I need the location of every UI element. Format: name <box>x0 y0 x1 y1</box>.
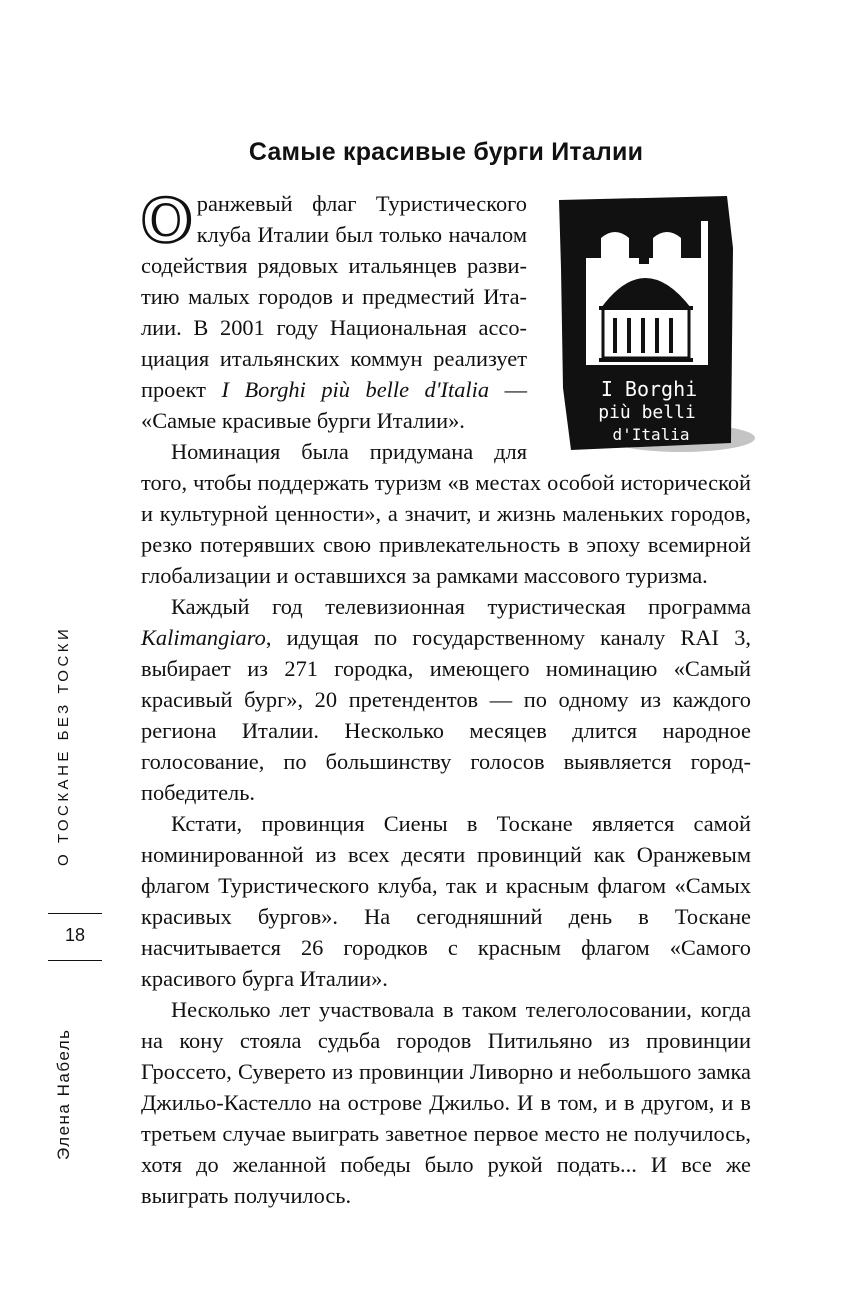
illustration-caption-2: più belli <box>598 402 696 423</box>
page-number-box <box>48 913 102 961</box>
drop-cap: О <box>141 184 191 256</box>
paragraph-5: Несколько лет участвовала в таком телеголосовании, когда на кону стояла судьба городов Питильяно из провинции Гроссето, Суверето из провинции Ливорно и небольшого замка Джильо-Кастелло на острове Джильо. И в том, и в другом, и в третьем случае выиграть заветное первое место не получилось, хотя до желанной победы было рукой подать... И все же выиграть получилось. <box>141 997 751 1208</box>
illustration <box>541 188 759 458</box>
margin-sidebar: О ТОСКАНЕ БЕЗ ТОСКИ 18 Элена Набель <box>44 520 104 1220</box>
paragraph-4: Кстати, провинция Сиены в Тоскане является самой номинированной из всех десяти провинций как Оранжевым флагом Туристического клуба, так и красным флагом «Самых красивых бургов». На сегодняшний день в Тоскане насчитывается 26 городков с красным флагом «Самого красивого бурга Италии». <box>141 811 751 991</box>
paragraph-3: Каждый год телевизионная туристическая программа Kalimangiaro, идущая по государственному каналу RAI 3, выбирает из 271 городка, имеющего номинацию «Самый красивый бург», 20 претендентов — по одному из каждого региона Италии. Несколько месяцев длится народное голосование, по большинству голосов выявляется город-победитель. <box>141 594 751 805</box>
page-number: 18 <box>64 925 86 945</box>
illustration-caption-1: I Borghi <box>600 377 698 401</box>
paragraph-2: Номинация была придумана для того, чтобы поддержать туризм «в местах особой исторической и культурной ценности», а значит, и жизнь маленьких городов, резко потерявших свою привлекательность в эпоху всемирной глобализации и оставшихся за рамками массового туризма. <box>141 439 751 588</box>
body-text <box>141 184 751 1211</box>
illustration-caption-3: d'Italia <box>612 425 690 444</box>
tower-drawing-icon <box>541 188 759 458</box>
paragraph-1: Оранжевый флаг Туристического клуба Италии был только началом содействия рядовых итальянцев развитию малых городов и предместий Италии. В 2001 году Национальная ассоциация итальянских коммун реализует проект I Borghi più belle d'Italia — «Самые красивые бурги Италии». <box>141 184 527 433</box>
page-title: Самые красивые бурги Италии <box>248 138 644 166</box>
